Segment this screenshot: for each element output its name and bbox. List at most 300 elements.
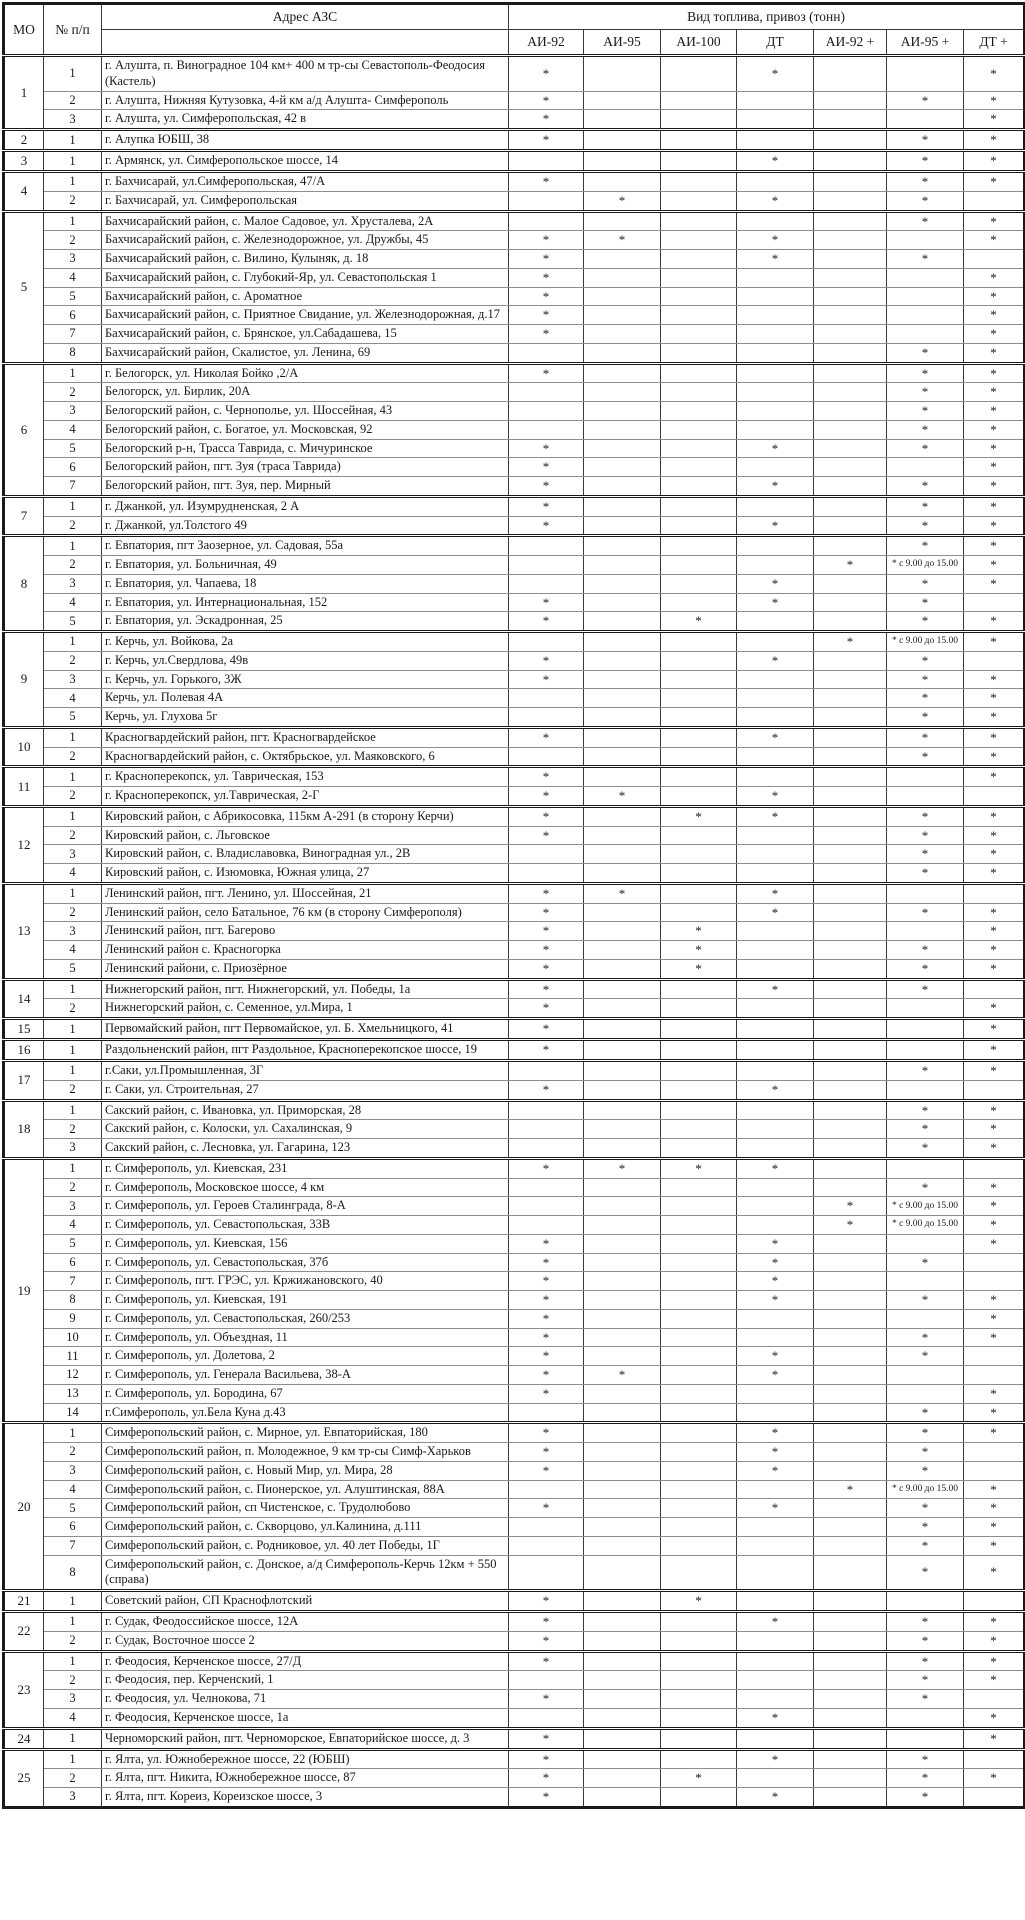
station-address: Ленинский район, пгт. Багерово xyxy=(102,922,509,941)
fuel-mark-empty xyxy=(814,1461,887,1480)
station-address: г. Евпатория, ул. Чапаева, 18 xyxy=(102,574,509,593)
fuel-stations-table xyxy=(2,2,1025,1809)
fuel-mark-empty xyxy=(584,1555,661,1591)
fuel-available-mark: * xyxy=(737,806,814,826)
fuel-mark-empty xyxy=(737,747,814,767)
station-row xyxy=(4,612,1025,632)
fuel-mark-empty xyxy=(814,496,887,516)
station-number: 8 xyxy=(44,343,102,363)
station-row xyxy=(4,91,1025,110)
fuel-mark-empty xyxy=(887,287,964,306)
station-row xyxy=(4,1178,1025,1197)
station-number: 2 xyxy=(44,1631,102,1651)
station-row xyxy=(4,343,1025,363)
station-number: 1 xyxy=(44,632,102,652)
station-number: 3 xyxy=(44,922,102,941)
station-row xyxy=(4,1100,1025,1120)
fuel-available-mark: * xyxy=(887,1443,964,1462)
fuel-mark-empty xyxy=(584,708,661,728)
fuel-available-mark: * xyxy=(509,306,584,325)
station-number: 1 xyxy=(44,1591,102,1612)
fuel-available-mark: * xyxy=(509,959,584,979)
fuel-available-mark: * xyxy=(887,211,964,231)
fuel-mark-empty xyxy=(661,670,737,689)
fuel-available-mark: * xyxy=(887,806,964,826)
fuel-available-mark: * xyxy=(509,1158,584,1178)
station-row xyxy=(4,651,1025,670)
fuel-mark-empty xyxy=(584,211,661,231)
fuel-available-mark: * xyxy=(737,1461,814,1480)
fuel-mark-empty xyxy=(737,556,814,575)
fuel-available-mark: * xyxy=(737,593,814,612)
fuel-available-mark: * xyxy=(887,1749,964,1769)
fuel-mark-empty xyxy=(661,1100,737,1120)
fuel-available-mark: * xyxy=(964,612,1025,632)
fuel-available-mark: * xyxy=(737,1708,814,1728)
fuel-mark-empty xyxy=(584,1423,661,1443)
station-row xyxy=(4,1309,1025,1328)
station-address: г. Феодосия, Керченское шоссе, 1а xyxy=(102,1708,509,1728)
fuel-mark-empty xyxy=(584,130,661,151)
fuel-mark-empty xyxy=(887,1591,964,1612)
station-number: 4 xyxy=(44,689,102,708)
fuel-available-mark: * xyxy=(887,1253,964,1272)
fuel-available-mark: * xyxy=(584,191,661,211)
column-header-address: Адрес АЗС xyxy=(102,4,509,30)
fuel-mark-empty xyxy=(661,1120,737,1139)
fuel-available-mark: * xyxy=(964,903,1025,922)
fuel-available-mark: * xyxy=(737,787,814,807)
column-header-num: № п/п xyxy=(44,4,102,56)
fuel-available-mark: * xyxy=(964,806,1025,826)
fuel-available-mark: * xyxy=(964,306,1025,325)
station-number: 6 xyxy=(44,1253,102,1272)
fuel-available-mark: * xyxy=(964,845,1025,864)
fuel-mark-empty xyxy=(737,1651,814,1671)
fuel-available-mark: * xyxy=(964,1423,1025,1443)
station-number: 5 xyxy=(44,1234,102,1253)
fuel-mark-empty xyxy=(661,1461,737,1480)
fuel-mark-empty xyxy=(814,1788,887,1808)
fuel-available-mark: * xyxy=(509,826,584,845)
fuel-mark-empty xyxy=(737,1100,814,1120)
fuel-mark-empty xyxy=(661,1612,737,1632)
station-row xyxy=(4,536,1025,556)
station-row xyxy=(4,767,1025,787)
fuel-mark-empty xyxy=(887,1384,964,1403)
fuel-available-mark: * xyxy=(661,1158,737,1178)
station-row xyxy=(4,1461,1025,1480)
fuel-mark-empty xyxy=(737,91,814,110)
station-number: 8 xyxy=(44,1291,102,1310)
column-header-dt-plus: ДТ + xyxy=(964,30,1025,56)
fuel-available-mark: * xyxy=(887,1671,964,1690)
fuel-available-mark: * xyxy=(661,922,737,941)
fuel-available-mark: * xyxy=(964,130,1025,151)
station-address: Белогорск, ул. Бирлик, 20А xyxy=(102,383,509,402)
fuel-mark-empty xyxy=(584,325,661,344)
fuel-mark-empty xyxy=(887,883,964,903)
fuel-available-mark: * xyxy=(814,1480,887,1499)
mo-number: 13 xyxy=(4,883,44,979)
column-header-fuel-group: Вид топлива, привоз (тонн) xyxy=(509,4,1025,30)
fuel-mark-empty xyxy=(814,536,887,556)
fuel-mark-empty xyxy=(887,306,964,325)
station-address: Сакский район, с. Ивановка, ул. Приморская, 28 xyxy=(102,1100,509,1120)
mo-number: 18 xyxy=(4,1100,44,1158)
station-row xyxy=(4,458,1025,477)
station-row xyxy=(4,268,1025,287)
fuel-mark-empty xyxy=(814,420,887,439)
station-row xyxy=(4,250,1025,269)
fuel-available-mark: * xyxy=(509,1461,584,1480)
fuel-available-mark: * xyxy=(964,1040,1025,1061)
station-row xyxy=(4,922,1025,941)
fuel-mark-empty xyxy=(661,477,737,497)
fuel-available-mark: * xyxy=(737,1788,814,1808)
fuel-available-mark: * xyxy=(887,536,964,556)
fuel-available-mark: * xyxy=(964,1019,1025,1040)
fuel-mark-empty xyxy=(661,1178,737,1197)
fuel-mark-empty xyxy=(964,1253,1025,1272)
station-number: 7 xyxy=(44,1272,102,1291)
fuel-mark-empty xyxy=(661,1197,737,1216)
fuel-mark-empty xyxy=(737,1040,814,1061)
station-address: Симферопольский район, с. Родниковое, ул. 40 лет Победы, 1Г xyxy=(102,1536,509,1555)
station-number: 3 xyxy=(44,574,102,593)
fuel-available-mark: * xyxy=(964,1555,1025,1591)
fuel-mark-empty xyxy=(584,845,661,864)
fuel-available-mark: * xyxy=(964,287,1025,306)
fuel-mark-empty xyxy=(814,864,887,884)
fuel-mark-empty xyxy=(814,231,887,250)
fuel-mark-empty xyxy=(661,250,737,269)
fuel-mark-empty xyxy=(584,1291,661,1310)
fuel-available-mark: * xyxy=(964,536,1025,556)
fuel-available-mark: * xyxy=(509,1309,584,1328)
mo-number: 15 xyxy=(4,1019,44,1040)
station-number: 3 xyxy=(44,110,102,130)
station-address: Бахчисарайский район, с. Ароматное xyxy=(102,287,509,306)
station-number: 2 xyxy=(44,516,102,536)
fuel-mark-empty xyxy=(661,1728,737,1749)
fuel-available-mark: * xyxy=(964,1518,1025,1537)
station-number: 8 xyxy=(44,1555,102,1591)
station-number: 7 xyxy=(44,477,102,497)
fuel-mark-empty xyxy=(584,999,661,1019)
station-number: 5 xyxy=(44,612,102,632)
station-address: г. Судак, Восточное шоссе 2 xyxy=(102,1631,509,1651)
station-row xyxy=(4,747,1025,767)
station-number: 9 xyxy=(44,1309,102,1328)
fuel-mark-empty xyxy=(887,922,964,941)
fuel-available-mark: * xyxy=(887,516,964,536)
fuel-mark-empty xyxy=(509,383,584,402)
fuel-available-mark: * xyxy=(887,903,964,922)
station-number: 3 xyxy=(44,250,102,269)
station-address: г. Керчь, ул.Свердлова, 49в xyxy=(102,651,509,670)
mo-number: 25 xyxy=(4,1749,44,1807)
station-number: 4 xyxy=(44,1480,102,1499)
station-row xyxy=(4,826,1025,845)
station-address: Бахчисарайский район, с. Малое Садовое, ул. Хрусталева, 2А xyxy=(102,211,509,231)
station-number: 6 xyxy=(44,306,102,325)
fuel-mark-empty xyxy=(509,191,584,211)
station-row xyxy=(4,959,1025,979)
fuel-mark-empty xyxy=(814,1555,887,1591)
station-row xyxy=(4,1272,1025,1291)
fuel-available-mark: * xyxy=(509,1749,584,1769)
fuel-available-mark: * xyxy=(509,56,584,92)
fuel-mark-empty xyxy=(661,1518,737,1537)
fuel-mark-empty xyxy=(964,1591,1025,1612)
mo-number: 7 xyxy=(4,496,44,536)
station-number: 1 xyxy=(44,130,102,151)
mo-number: 21 xyxy=(4,1591,44,1612)
fuel-mark-empty xyxy=(964,1461,1025,1480)
fuel-available-mark: * xyxy=(964,402,1025,421)
fuel-available-mark: * xyxy=(509,1291,584,1310)
station-address: г. Бахчисарай, ул. Симферопольская xyxy=(102,191,509,211)
fuel-available-mark: * xyxy=(737,56,814,92)
station-row xyxy=(4,151,1025,172)
station-row xyxy=(4,1555,1025,1591)
fuel-available-mark: * xyxy=(661,941,737,960)
fuel-mark-empty xyxy=(661,1555,737,1591)
fuel-mark-empty xyxy=(661,845,737,864)
fuel-mark-empty xyxy=(814,151,887,172)
fuel-available-mark: * xyxy=(887,826,964,845)
fuel-mark-empty xyxy=(814,1769,887,1788)
fuel-mark-empty xyxy=(661,574,737,593)
fuel-mark-empty xyxy=(814,845,887,864)
station-address: Симферопольский район, сп Чистенское, с. Трудолюбово xyxy=(102,1499,509,1518)
fuel-mark-empty xyxy=(584,1253,661,1272)
fuel-available-mark: * xyxy=(964,1728,1025,1749)
fuel-available-mark: * xyxy=(509,727,584,747)
station-address: Кировский район, с. Владиславовка, Виноградная ул., 2В xyxy=(102,845,509,864)
fuel-mark-empty xyxy=(661,1328,737,1347)
station-row xyxy=(4,496,1025,516)
fuel-available-mark: * xyxy=(887,91,964,110)
station-number: 1 xyxy=(44,1612,102,1632)
fuel-mark-empty xyxy=(814,1423,887,1443)
fuel-available-mark: * xyxy=(887,250,964,269)
fuel-mark-empty xyxy=(584,1272,661,1291)
fuel-mark-empty xyxy=(584,1499,661,1518)
fuel-available-mark: * xyxy=(964,727,1025,747)
fuel-mark-empty xyxy=(814,708,887,728)
fuel-available-mark: * xyxy=(964,516,1025,536)
fuel-mark-empty xyxy=(964,1080,1025,1100)
fuel-mark-empty xyxy=(887,268,964,287)
fuel-mark-empty xyxy=(509,1536,584,1555)
fuel-mark-empty xyxy=(584,1139,661,1159)
fuel-available-mark: * xyxy=(509,250,584,269)
station-row xyxy=(4,632,1025,652)
fuel-available-mark: * xyxy=(887,670,964,689)
fuel-mark-empty xyxy=(661,903,737,922)
station-address: г. Феодосия, Керченское шоссе, 27/Д xyxy=(102,1651,509,1671)
station-row xyxy=(4,556,1025,575)
fuel-mark-empty xyxy=(509,1178,584,1197)
station-row xyxy=(4,1253,1025,1272)
station-row xyxy=(4,1769,1025,1788)
fuel-available-mark: * xyxy=(509,1347,584,1366)
station-number: 11 xyxy=(44,1347,102,1366)
fuel-available-mark: * xyxy=(661,806,737,826)
station-number: 4 xyxy=(44,1216,102,1235)
fuel-mark-empty xyxy=(964,787,1025,807)
fuel-mark-empty xyxy=(584,1347,661,1366)
station-row xyxy=(4,1234,1025,1253)
station-number: 12 xyxy=(44,1366,102,1385)
station-number: 14 xyxy=(44,1403,102,1423)
station-address: г. Красноперекопск, ул.Таврическая, 2-Г xyxy=(102,787,509,807)
station-address: г. Евпатория, ул. Больничная, 49 xyxy=(102,556,509,575)
station-address: г.Симферополь, ул.Бела Куна д.43 xyxy=(102,1403,509,1423)
fuel-mark-empty xyxy=(584,1480,661,1499)
fuel-available-mark: * xyxy=(737,1423,814,1443)
station-number: 2 xyxy=(44,787,102,807)
fuel-mark-empty xyxy=(737,1518,814,1537)
fuel-available-mark: * xyxy=(964,363,1025,383)
fuel-available-mark: * xyxy=(509,612,584,632)
station-number: 5 xyxy=(44,959,102,979)
station-address: Белогорский район, пгт. Зуя, пер. Мирный xyxy=(102,477,509,497)
fuel-available-mark: * xyxy=(509,172,584,192)
fuel-available-mark: * xyxy=(814,632,887,652)
station-address: Бахчисарайский район, с. Железнодорожное, ул. Дружбы, 45 xyxy=(102,231,509,250)
fuel-mark-empty xyxy=(814,1040,887,1061)
fuel-mark-empty xyxy=(661,363,737,383)
fuel-available-mark: * xyxy=(887,1100,964,1120)
fuel-mark-empty xyxy=(737,689,814,708)
fuel-mark-empty xyxy=(887,1708,964,1728)
fuel-mark-empty xyxy=(814,1061,887,1081)
station-address: Бахчисарайский район, Скалистое, ул. Ленина, 69 xyxy=(102,343,509,363)
mo-number: 22 xyxy=(4,1612,44,1652)
fuel-mark-empty xyxy=(814,826,887,845)
fuel-available-mark: * xyxy=(509,1019,584,1040)
fuel-available-mark: * xyxy=(964,1291,1025,1310)
fuel-mark-empty xyxy=(814,883,887,903)
fuel-available-mark: * xyxy=(737,574,814,593)
fuel-mark-empty xyxy=(584,1443,661,1462)
fuel-available-mark: * xyxy=(509,1253,584,1272)
fuel-mark-empty xyxy=(814,1178,887,1197)
station-number: 1 xyxy=(44,883,102,903)
station-number: 2 xyxy=(44,231,102,250)
fuel-available-mark: * xyxy=(964,670,1025,689)
fuel-available-mark: * xyxy=(509,1612,584,1632)
station-row xyxy=(4,1518,1025,1537)
fuel-mark-empty xyxy=(661,458,737,477)
fuel-available-mark: * xyxy=(964,1536,1025,1555)
fuel-mark-empty xyxy=(814,1139,887,1159)
fuel-available-mark: * xyxy=(509,458,584,477)
fuel-mark-empty xyxy=(509,402,584,421)
fuel-available-mark: * xyxy=(964,999,1025,1019)
fuel-mark-empty xyxy=(737,1690,814,1709)
station-address: г. Симферополь, ул. Героев Сталинграда, 8-А xyxy=(102,1197,509,1216)
fuel-mark-empty xyxy=(814,922,887,941)
fuel-mark-empty xyxy=(584,1518,661,1537)
station-address: Кировский район, с. Льговское xyxy=(102,826,509,845)
station-number: 1 xyxy=(44,363,102,383)
fuel-mark-empty xyxy=(661,402,737,421)
fuel-mark-empty xyxy=(509,1671,584,1690)
fuel-available-mark: * xyxy=(887,979,964,999)
fuel-available-mark: * xyxy=(737,883,814,903)
fuel-mark-empty xyxy=(584,727,661,747)
fuel-available-mark: * xyxy=(964,556,1025,575)
fuel-available-mark: * xyxy=(509,1690,584,1709)
fuel-available-mark: * xyxy=(509,325,584,344)
station-address: Кировский район, с. Изюмовка, Южная улица, 27 xyxy=(102,864,509,884)
fuel-mark-empty xyxy=(737,632,814,652)
fuel-mark-empty xyxy=(584,536,661,556)
fuel-mark-empty xyxy=(509,211,584,231)
fuel-mark-empty xyxy=(661,999,737,1019)
station-row xyxy=(4,1040,1025,1061)
station-address: Нижнегорский район, с. Семенное, ул.Мира, 1 xyxy=(102,999,509,1019)
fuel-mark-empty xyxy=(584,1536,661,1555)
fuel-available-mark: * xyxy=(887,1518,964,1537)
station-address: Ленинский райони, с. Приозёрное xyxy=(102,959,509,979)
station-number: 3 xyxy=(44,402,102,421)
station-address: г. Ялта, пгт. Кореиз, Кореизское шоссе, 3 xyxy=(102,1788,509,1808)
fuel-mark-empty xyxy=(814,727,887,747)
station-number: 1 xyxy=(44,1040,102,1061)
fuel-mark-empty xyxy=(737,536,814,556)
fuel-mark-empty xyxy=(814,56,887,92)
fuel-available-mark: * xyxy=(509,91,584,110)
station-address: Советский район, СП Краснофлотский xyxy=(102,1591,509,1612)
fuel-mark-empty xyxy=(584,1216,661,1235)
fuel-mark-empty xyxy=(887,231,964,250)
station-row xyxy=(4,727,1025,747)
fuel-available-mark: * xyxy=(964,439,1025,458)
fuel-mark-empty xyxy=(661,325,737,344)
station-address: Симферопольский район, п. Молодежное, 9 км тр-сы Симф-Харьков xyxy=(102,1443,509,1462)
fuel-mark-empty xyxy=(737,959,814,979)
station-row xyxy=(4,130,1025,151)
fuel-mark-empty xyxy=(509,864,584,884)
station-number: 1 xyxy=(44,1158,102,1178)
fuel-available-mark: * xyxy=(737,1612,814,1632)
fuel-mark-empty xyxy=(509,632,584,652)
column-header-ai95-plus: АИ-95 + xyxy=(887,30,964,56)
fuel-available-mark: * xyxy=(661,1591,737,1612)
fuel-mark-empty xyxy=(661,439,737,458)
fuel-mark-empty xyxy=(584,922,661,941)
fuel-mark-empty xyxy=(737,306,814,325)
fuel-mark-empty xyxy=(661,172,737,192)
fuel-available-mark: * xyxy=(887,151,964,172)
fuel-mark-empty xyxy=(661,287,737,306)
fuel-available-mark: * xyxy=(509,1366,584,1385)
station-address: г. Керчь, ул. Войкова, 2а xyxy=(102,632,509,652)
fuel-mark-empty xyxy=(814,979,887,999)
station-number: 5 xyxy=(44,708,102,728)
fuel-mark-empty xyxy=(584,826,661,845)
mo-number: 11 xyxy=(4,767,44,807)
fuel-mark-empty xyxy=(584,458,661,477)
station-row xyxy=(4,1749,1025,1769)
fuel-mark-empty xyxy=(814,747,887,767)
fuel-available-mark: * xyxy=(737,250,814,269)
